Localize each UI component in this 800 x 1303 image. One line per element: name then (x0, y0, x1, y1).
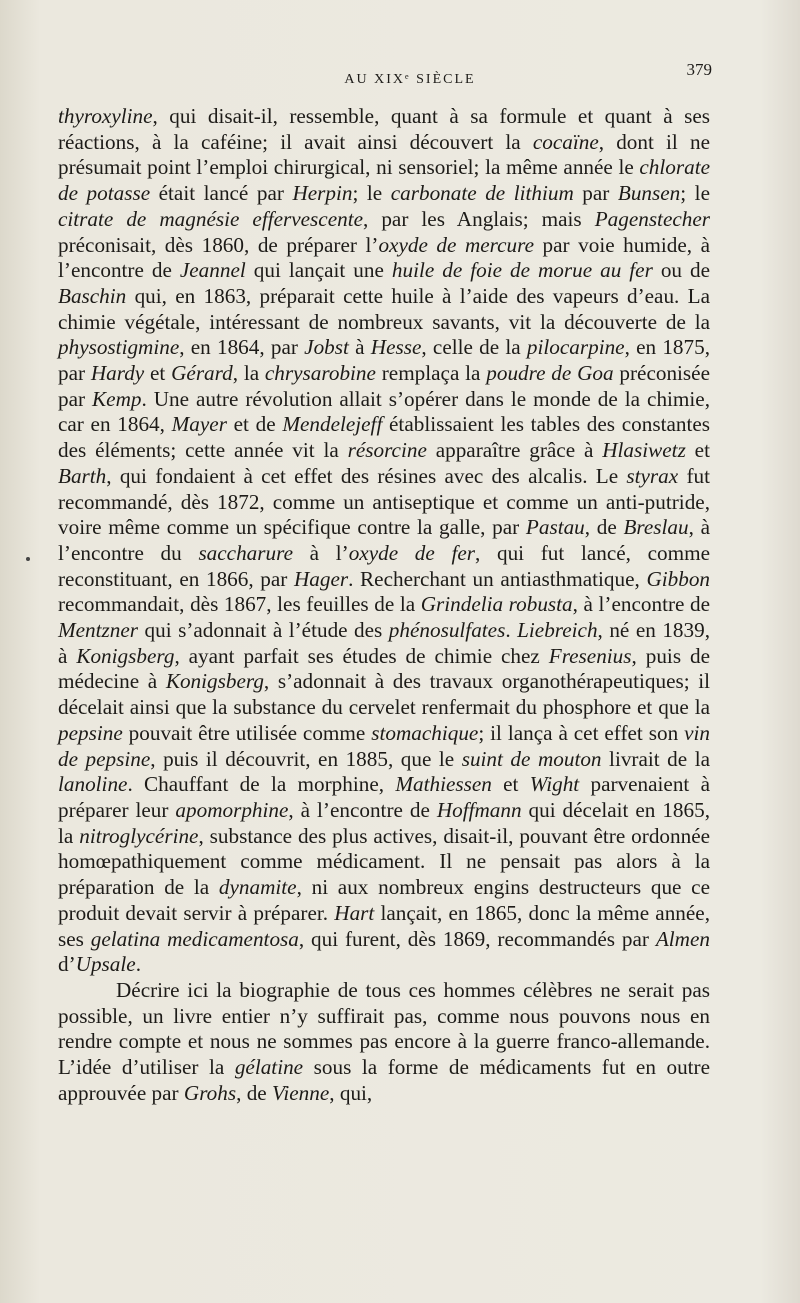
text-run: , de (236, 1080, 272, 1105)
text-run: , ni aux nombreux engins destructeurs que ce produit devait servir à préparer. (58, 875, 710, 925)
italic-run: chrysarobine (264, 361, 376, 386)
italic-run: Hlasiwetz (602, 438, 686, 463)
text-run: pouvait être utilisée comme (122, 720, 372, 745)
italic-run: Hart (334, 900, 375, 925)
text-run: , ayant parfait ses études de chimie chez (174, 643, 549, 668)
italic-run: Liebreich (517, 618, 598, 643)
text-run: ; le (352, 181, 391, 206)
text-run: , à l’encontre de (572, 592, 710, 617)
text-run: et (144, 361, 172, 386)
text-run: préconisée par (58, 361, 710, 411)
italic-run: nitroglycérine (79, 823, 199, 848)
paragraph (58, 104, 710, 978)
italic-run: Kemp (92, 386, 142, 411)
italic-run: chlorate de potasse (58, 155, 710, 206)
text-run: , qui fondaient à cet effet des résines avec des alcalis. Le (106, 463, 627, 488)
italic-run: physostigmine (58, 335, 180, 360)
text-run: livrait de la (601, 746, 710, 771)
text-run: remplaça la (375, 361, 487, 386)
italic-run: Gérard (171, 361, 233, 386)
text-run: fut recommandé, dès 1872, comme un antiseptique et comme un anti-putride, voire même comme un spécifique contre la galle, par (58, 463, 710, 540)
page-header (110, 60, 710, 90)
text-run: , s’adonnait à des travaux organothérapeutiques; il décelait ainsi que la substance du cervelet renfermait du phosphore et que la (58, 669, 711, 720)
italic-run: Herpin (292, 181, 353, 206)
text-run: , qui, (329, 1080, 373, 1105)
italic-run: dynamite (218, 875, 297, 900)
text-run: et (685, 438, 710, 463)
italic-run: Hager (293, 566, 349, 591)
text-run: , à l’encontre de (288, 797, 437, 822)
italic-run: Almen (655, 926, 710, 951)
italic-run: Mayer (171, 412, 227, 437)
italic-run: résorcine (347, 438, 427, 463)
text-run: Décrire ici la biographie de tous ces hommes célèbres ne serait pas possible, un livre entier n’y suffirait pas, comme nous pouvons nous en rendre compte et nous ne sommes pas encore à la guerre franco-allemande. L’idée d’utiliser la (58, 977, 710, 1080)
italic-run: Jeannel (179, 258, 246, 283)
text-run: . Chauffant de la morphine, (127, 772, 396, 797)
italic-run: phénosulfates (388, 618, 506, 643)
text-run: d’ (58, 952, 76, 977)
text-run: recommandait, dès 1867, les feuilles de la (58, 592, 421, 617)
text-run: à (348, 335, 371, 360)
text-run: , à l’encontre du (58, 515, 710, 565)
italic-run: Barth (58, 463, 107, 488)
text-run: parvenaient à préparer leur (58, 772, 710, 822)
text-run: , de (584, 515, 624, 540)
italic-run: Grohs (183, 1080, 237, 1105)
text-run: . Une autre révolution allait s’opérer dans le monde de la chimie, car en 1864, (58, 386, 710, 437)
text-run: sous la forme de médicaments fut en outre approuvée par (58, 1055, 711, 1105)
body-text (58, 104, 710, 1106)
italic-run: pepsine (58, 720, 123, 745)
italic-run: Hardy (90, 361, 145, 386)
text-run: ou de (652, 258, 710, 283)
italic-run: Bunsen (617, 181, 681, 206)
italic-run: suint de mouton (461, 746, 602, 771)
text-run: établissaient les tables des constantes des éléments; cette année vit la (58, 412, 710, 463)
text-run: apparaître grâce à (426, 438, 603, 463)
text-run: qui lançait une (245, 258, 392, 283)
italic-run: Mathiessen (395, 772, 492, 797)
italic-run: Upsale (75, 952, 136, 977)
text-run: . (135, 952, 141, 977)
italic-run: Fresenius (548, 643, 632, 668)
text-run: ; il lança à cet effet son (478, 720, 685, 745)
text-run: , qui fut lancé, comme reconstituant, en 1866, par (58, 540, 710, 591)
text-run: par (573, 181, 618, 206)
text-run: , puis il découvrit, en 1885, que le (150, 746, 462, 771)
italic-run: thyroxyline (58, 104, 153, 128)
margin-mark (26, 557, 30, 561)
text-run: , la (232, 361, 265, 386)
italic-run: poudre de Goa (486, 361, 614, 386)
italic-run: lanoline (58, 772, 128, 797)
italic-run: oxyde de mercure (378, 232, 534, 257)
text-run: lançait, en 1865, donc la même année, ses (58, 900, 711, 951)
italic-run: Breslau (623, 515, 689, 540)
italic-run: vin de pepsine (58, 720, 710, 771)
text-run: . Recherchant un antiasthmatique, (348, 566, 647, 591)
text-run: , puis de médecine à (58, 643, 710, 694)
italic-run: saccharure (198, 540, 293, 565)
italic-run: Mentzner (58, 618, 139, 643)
text-run: , né en 1839, à (58, 618, 710, 668)
italic-run: Jobst (304, 335, 349, 360)
text-run: , dont il ne présumait point l’emploi chirurgical, ni sensoriel; la même année le (58, 129, 710, 180)
italic-run: Konigsberg (76, 643, 175, 668)
italic-run: styrax (626, 463, 679, 488)
text-run: qui s’adonnait à l’étude des (138, 618, 389, 643)
text-run: , par les Anglais; mais (363, 206, 595, 231)
italic-run: gelatina medicamentosa (90, 926, 299, 951)
text-run: par voie humide, à l’encontre de (58, 232, 710, 283)
italic-run: Pagenstecher (594, 206, 710, 231)
italic-run: Pastau (525, 515, 585, 540)
paragraph (58, 978, 710, 1107)
text-run: , celle de la (421, 335, 527, 360)
italic-run: citrate de magnésie effervescente (58, 206, 363, 231)
italic-run: Hesse (370, 335, 422, 360)
italic-run: Konigsberg (165, 669, 264, 694)
text-run: préconisait, dès 1860, de préparer l’ (58, 232, 379, 257)
text-run: , qui disait-il, ressemble, quant à sa formule et quant à ses réactions, à la caféine; il avait ainsi découvert la (58, 104, 710, 154)
italic-run: carbonate de lithium (390, 181, 574, 206)
text-run: et de (226, 412, 283, 437)
text-run: à l’ (292, 540, 349, 565)
italic-run: Hoffmann (436, 797, 522, 822)
italic-run: Grindelia robusta (420, 592, 573, 617)
text-run: , en 1864, par (179, 335, 305, 360)
italic-run: pilocarpine (526, 335, 625, 360)
running-head: AU XIXᵉ SIÈCLE (344, 72, 476, 87)
text-run: qui décelait en 1865, la (58, 797, 710, 848)
italic-run: Wight (529, 772, 580, 797)
italic-run: Vienne (271, 1080, 330, 1105)
text-run: qui, en 1863, préparait cette huile à l’aide des vapeurs d’eau. La chimie végétale, intéressant de nombreux savants, vit la découverte de la (58, 283, 710, 334)
text-run: , en 1875, par (58, 335, 711, 386)
italic-run: cocaïne (532, 129, 599, 154)
text-run: . (505, 618, 518, 643)
italic-run: Gibbon (646, 566, 710, 591)
italic-run: gélatine (234, 1055, 304, 1080)
italic-run: Baschin (58, 283, 127, 308)
text-run: était lancé par (150, 181, 293, 206)
text-run: , substance des plus actives, disait-il, pouvant être ordonnée homœpathiquement comme médicament. Il ne pensait pas alors à la préparation de la (58, 823, 710, 900)
italic-run: Mendelejeff (282, 412, 383, 437)
italic-run: apomorphine (175, 797, 289, 822)
italic-run: huile de foie de morue au fer (391, 258, 653, 283)
italic-run: stomachique (371, 720, 479, 745)
page-number: 379 (686, 60, 712, 79)
italic-run: oxyde de fer (348, 540, 475, 565)
text-run: , qui furent, dès 1869, recommandés par (298, 926, 656, 951)
text-run: et (491, 772, 530, 797)
text-run: ; le (680, 181, 710, 206)
